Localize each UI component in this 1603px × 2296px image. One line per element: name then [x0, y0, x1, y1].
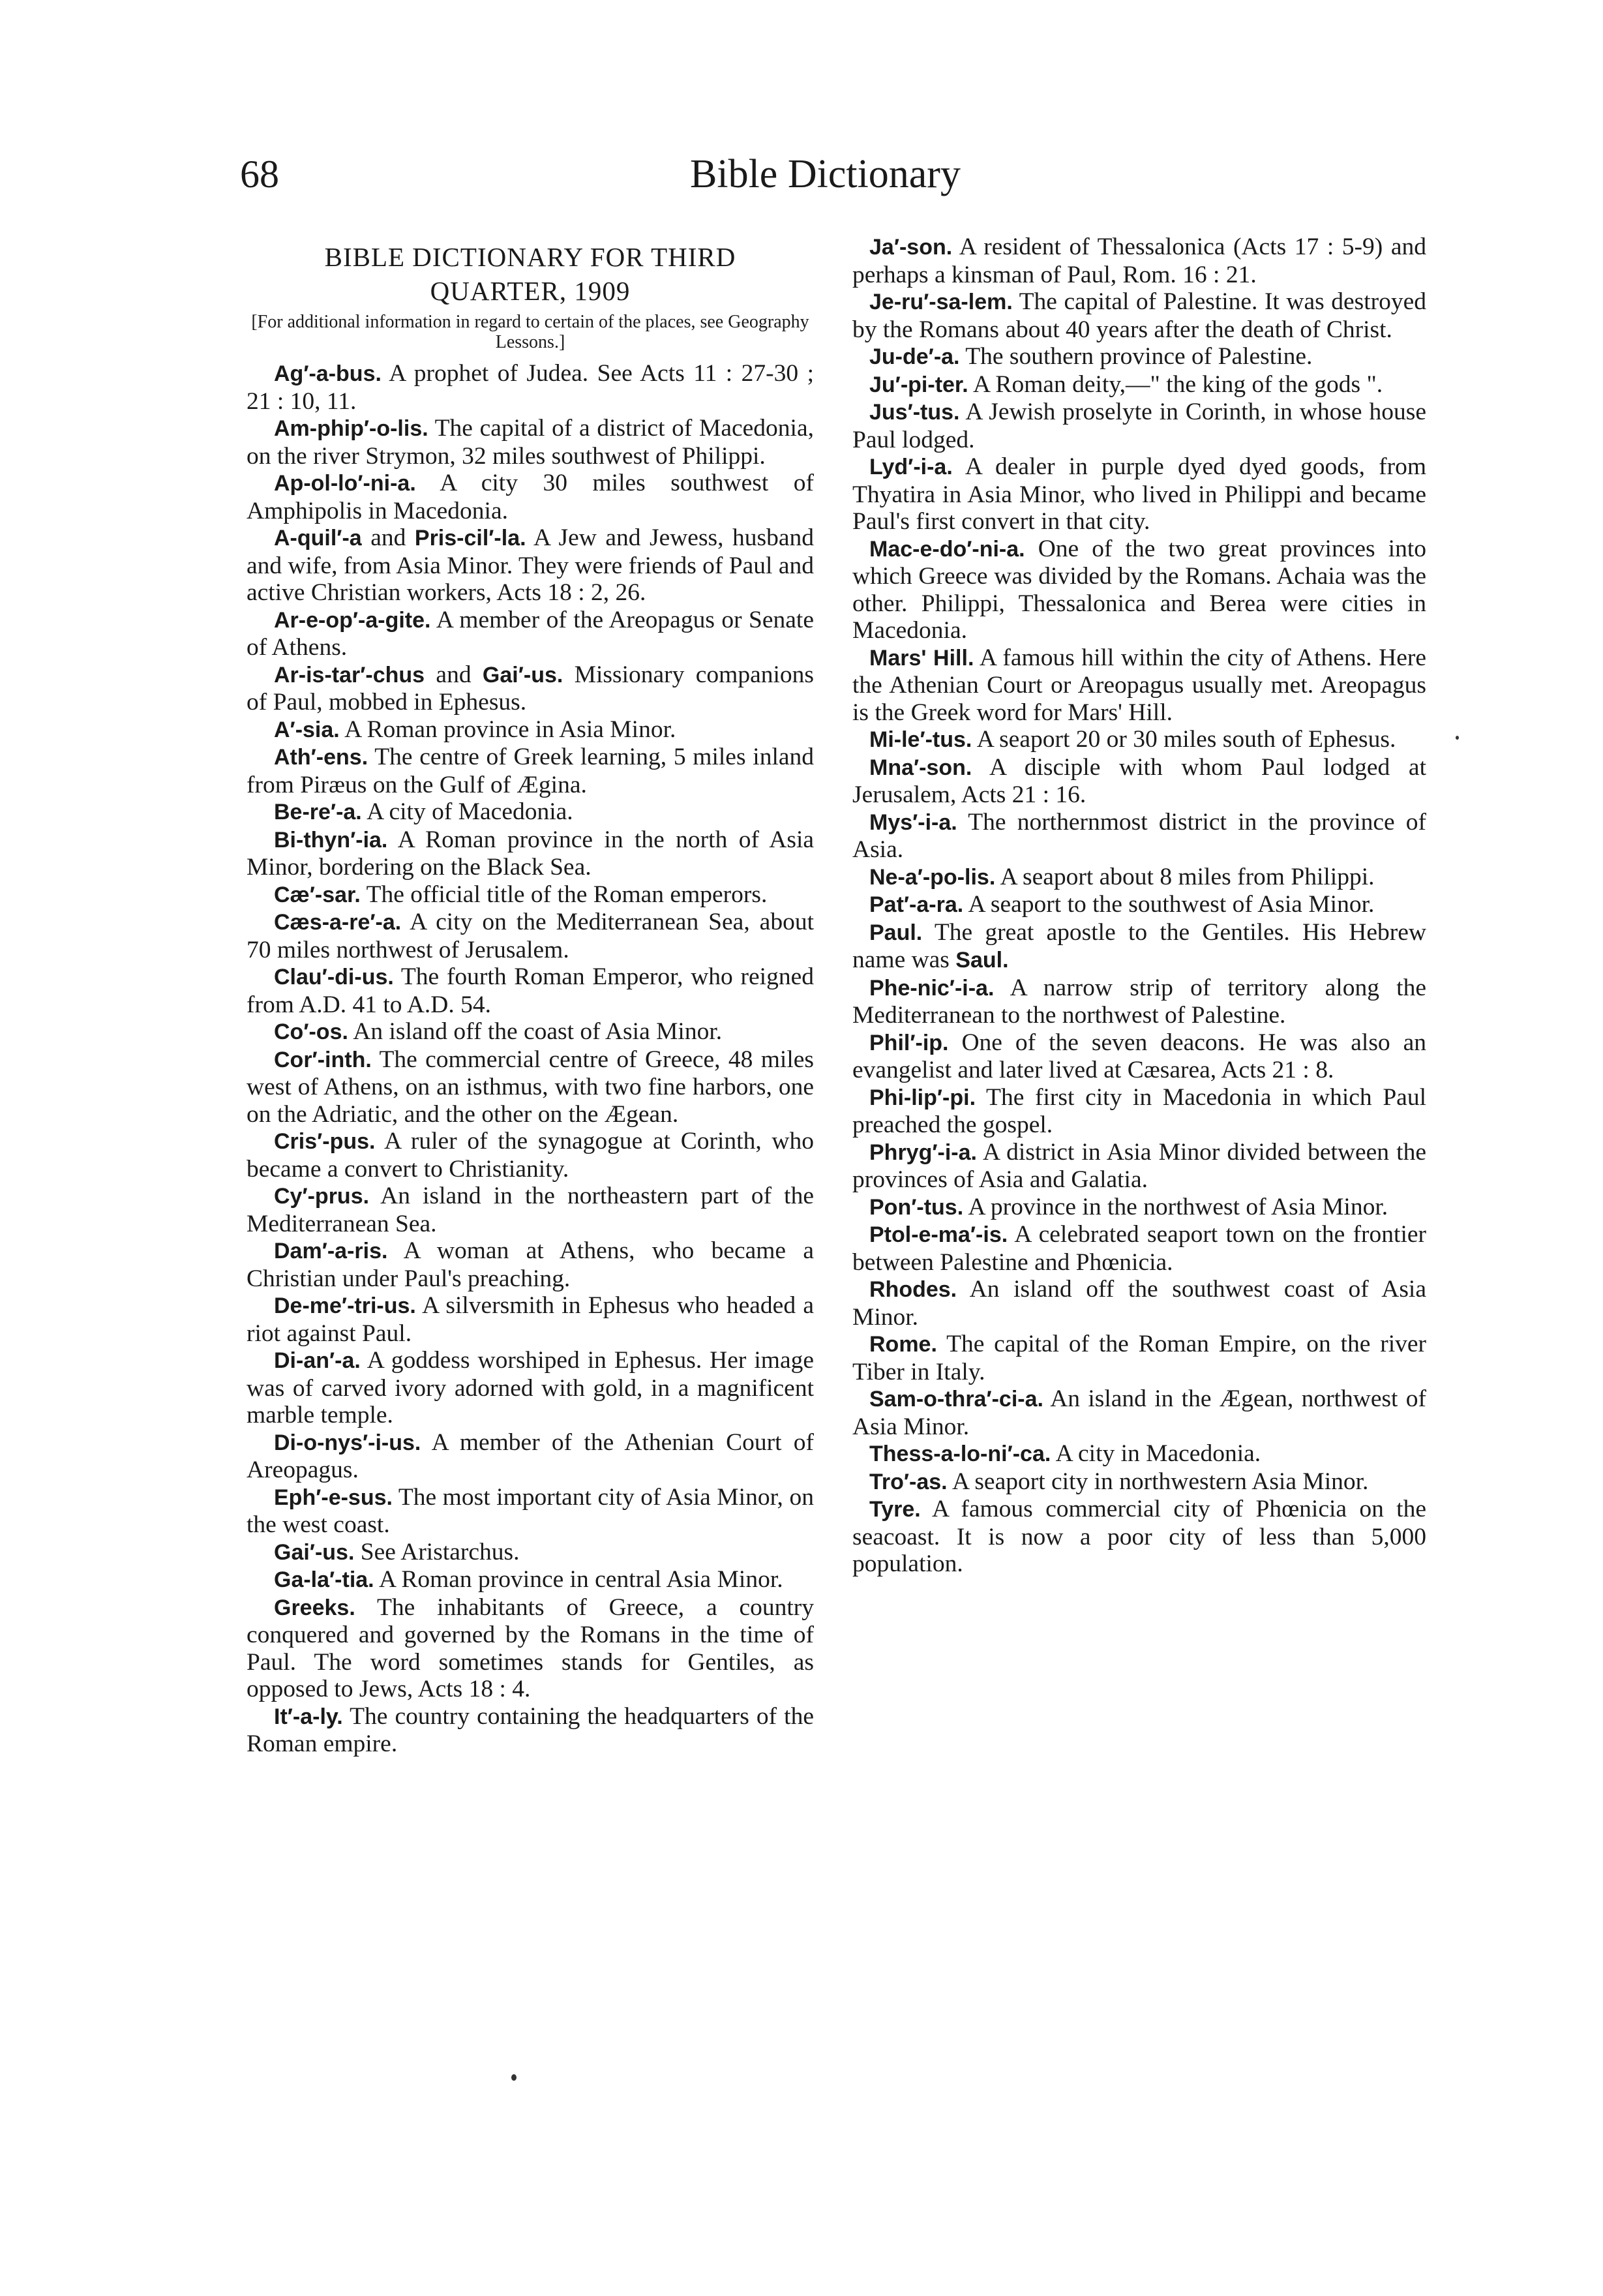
page-header [0, 151, 1603, 210]
entry-definition: An island in the Ægean, northwest of Asia Minor. [852, 1385, 1427, 1440]
entry-definition: A narrow strip of territory along the Mediterranean to the northwest of Palestine. [852, 974, 1426, 1029]
entry-term: Ag′-a-bus. [274, 361, 382, 386]
left-column [247, 234, 814, 1758]
entry-term: Pon′-tus. [869, 1194, 964, 1220]
dictionary-entry [852, 1029, 1426, 1084]
dictionary-entry [247, 1292, 814, 1347]
entry-definition: A Jewish proselyte in Corinth, in whose house Paul lodged. [852, 399, 1426, 453]
dictionary-entry [852, 644, 1426, 727]
dictionary-entry [247, 1347, 814, 1429]
entry-term: Lyd′-i-a. [869, 455, 953, 479]
entry-definition: and [436, 661, 472, 688]
entry-term: Be-re′-a. [274, 800, 362, 824]
entry-term: Clau′-di-us. [274, 965, 394, 989]
entry-term-secondary: Gai′-us. [482, 662, 563, 687]
dictionary-entry [852, 234, 1426, 288]
dictionary-entry [247, 1539, 814, 1567]
dictionary-entry [247, 798, 814, 826]
entry-definition: The centre of Greek learning, 5 miles inland from Piræus on the Gulf of Ægina. [247, 744, 815, 798]
print-speck [1456, 736, 1459, 740]
entry-definition: A celebrated seaport town on the frontier between Palestine and Phœnicia. [852, 1221, 1426, 1276]
dictionary-entry [852, 809, 1426, 864]
entry-term: Paul. [869, 920, 923, 945]
entry-definition: The capital of Palestine. It was destroyed by the Romans about 40 years after the death of Christ. [852, 288, 1426, 343]
entry-definition: The commercial centre of Greece, 48 miles west of Athens, on an isthmus, with two fine harbors, one on the Adriatic, and the other on the Ægean. [247, 1046, 814, 1128]
entry-definition: An island off the coast of Asia Minor. [353, 1018, 723, 1045]
entry-definition: A seaport about 8 miles from Philippi. [1000, 863, 1375, 890]
dictionary-entry [852, 754, 1426, 809]
entry-term: Mna′-son. [869, 755, 972, 780]
entry-definition: A ruler of the synagogue at Corinth, who became a convert to Christianity. [247, 1128, 815, 1183]
entry-term: Bi-thyn′-ia. [274, 827, 388, 853]
entry-definition: The great apostle to the Gentiles. His Hebrew name was [852, 918, 1426, 973]
dictionary-entry [247, 1594, 814, 1703]
entry-definition: An island in the northeastern part of the Mediterranean Sea. [247, 1183, 814, 1237]
dictionary-entry [852, 1331, 1426, 1385]
entry-term: Rome. [869, 1332, 937, 1357]
dictionary-entry [247, 1046, 814, 1128]
entry-term: Phil′-ip. [869, 1030, 949, 1055]
dictionary-entry [852, 1440, 1426, 1468]
entry-definition: A goddess worshiped in Ephesus. Her image was of carved ivory adorned with gold, in a magnificent marble temple. [247, 1347, 814, 1428]
entry-definition: A resident of Thessalonica (Acts 17 : 5-9) and perhaps a kinsman of Paul, Rom. 16 : 21. [852, 234, 1426, 288]
entry-definition: A seaport 20 or 30 miles south of Ephesus. [976, 726, 1396, 753]
dictionary-entry [247, 1237, 814, 1292]
entry-definition: The most important city of Asia Minor, on the west coast. [247, 1483, 814, 1538]
entry-definition: A famous commercial city of Phœnicia on the seacoast. It is now a poor city of less than 5,000 population. [852, 1496, 1426, 1577]
entry-definition: A disciple with whom Paul lodged at Jerusalem, Acts 21 : 16. [852, 753, 1426, 808]
running-title: Bible Dictionary [690, 152, 961, 196]
dictionary-entry [852, 1385, 1426, 1440]
entry-term: Ath′-ens. [274, 745, 368, 770]
entry-term: Phi-lip′-pi. [869, 1085, 976, 1110]
entry-definition: A city of Macedonia. [367, 798, 573, 825]
entry-definition: The southern province of Palestine. [965, 343, 1313, 370]
entry-definition: A famous hill within the city of Athens. Here the Athenian Court or Areopagus usually met. Areopagus is the Greek word for Mars' Hill. [852, 644, 1427, 726]
right-column [852, 234, 1426, 1578]
entry-term: Mi-le′-tus. [869, 727, 972, 752]
entry-term: Cy′-prus. [274, 1184, 370, 1209]
entry-term: Ptol-e-ma′-is. [869, 1222, 1008, 1247]
entry-term: Ju-de′-a. [869, 344, 960, 369]
entry-definition: The country containing the headquarters of the Roman empire. [247, 1702, 814, 1757]
entry-term: Pat′-a-ra. [869, 892, 964, 917]
entry-definition: A Roman province in the north of Asia Minor, bordering on the Black Sea. [247, 826, 815, 881]
dictionary-entry [247, 1018, 814, 1046]
dictionary-entry [247, 826, 814, 881]
entry-term: Sam-o-thra′-ci-a. [869, 1387, 1043, 1412]
entry-term: A′-sia. [274, 717, 340, 742]
right-entry-list [852, 234, 1426, 1578]
entry-definition: See Aristarchus. [360, 1538, 520, 1565]
dictionary-entry [852, 1139, 1426, 1194]
dictionary-entry [852, 288, 1426, 343]
dictionary-entry [247, 415, 814, 470]
section-title: BIBLE DICTIONARY FOR THIRD QUARTER, 1909 [324, 242, 736, 306]
entry-term-secondary: Pris-cil′-la. [414, 526, 526, 551]
entry-term: Phryg′-i-a. [869, 1140, 977, 1165]
entry-term: Am-phip′-o-lis. [274, 416, 428, 441]
dictionary-entry [852, 1221, 1426, 1276]
entry-definition: A prophet of Judea. See Acts 11 : 27-30 ; 21 : 10, 11. [247, 360, 814, 415]
dictionary-entry [852, 919, 1426, 974]
entry-term: Tro′-as. [869, 1469, 948, 1494]
entry-definition: One of the two great provinces into which Greece was divided by the Romans. Achaia was the other. Philippi, Thessalonica and Berea were cities in Macedonia. [852, 535, 1426, 644]
entry-term: Ar-e-op′-a-gite. [274, 607, 431, 633]
entry-definition: One of the seven deacons. He was also an evangelist and later lived at Cæsarea, Acts 21 : 8. [852, 1029, 1427, 1083]
entry-definition: The inhabitants of Greece, a country conquered and governed by the Romans in the time of Paul. The word sometimes stands for Gentiles, as opposed to Jews, Acts 18 : 4. [247, 1594, 814, 1702]
entry-definition: A district in Asia Minor divided between the provinces of Asia and Galatia. [852, 1138, 1426, 1193]
entry-definition: The official title of the Roman emperors. [366, 881, 768, 908]
dictionary-entry [852, 399, 1426, 453]
entry-definition: The fourth Roman Emperor, who reigned from A.D. 41 to A.D. 54. [247, 963, 814, 1018]
entry-term: Di-an′-a. [274, 1348, 361, 1373]
entry-definition: A province in the northwest of Asia Minor. [968, 1193, 1388, 1220]
print-speck [511, 2074, 517, 2081]
entry-term: Jus′-tus. [869, 400, 960, 425]
entry-definition: A city on the Mediterranean Sea, about 70 miles northwest of Jerusalem. [247, 909, 814, 963]
dictionary-entry [852, 1468, 1426, 1496]
entry-term: Ap-ol-lo′-ni-a. [274, 471, 416, 496]
entry-definition: A Roman province in central Asia Minor. [378, 1566, 783, 1593]
entry-term: Mys′-i-a. [869, 809, 957, 835]
dictionary-entry [852, 891, 1426, 919]
dictionary-entry [247, 607, 814, 661]
entry-term: Ne-a′-po-lis. [869, 864, 996, 890]
dictionary-entry [852, 343, 1426, 371]
entry-term: Gai′-us. [274, 1539, 355, 1565]
entry-definition-secondary: A Jew and Jewess, husband and wife, from Asia Minor. They were friends of Paul and active Christian workers, Acts 18 : 2, 26. [247, 524, 815, 606]
entry-definition: The capital of the Roman Empire, on the river Tiber in Italy. [852, 1331, 1427, 1385]
left-entry-list [247, 360, 814, 1758]
dictionary-entry [247, 1429, 814, 1484]
entry-definition: An island off the southwest coast of Asia Minor. [852, 1276, 1426, 1331]
entry-term: Je-ru′-sa-lem. [869, 290, 1013, 314]
entry-term: Tyre. [869, 1497, 921, 1522]
dictionary-entry [247, 470, 814, 524]
section-note: [For additional information in regard to certain of the places, see Geography Lessons.] [251, 312, 809, 352]
entry-definition: A member of the Areopagus or Senate of Athens. [247, 606, 814, 661]
entry-definition: A silversmith in Ephesus who headed a riot against Paul. [247, 1292, 814, 1347]
dictionary-entry [852, 1276, 1426, 1331]
entry-definition: The capital of a district of Macedonia, on the river Strymon, 32 miles southwest of Philippi. [247, 415, 814, 470]
entry-term: A-quil′-a [274, 526, 362, 551]
dictionary-entry [247, 963, 814, 1018]
dictionary-entry [852, 536, 1426, 644]
entry-definition: and [370, 524, 406, 551]
entry-term: Thess-a-lo-ni′-ca. [869, 1442, 1051, 1466]
entry-term: Eph′-e-sus. [274, 1485, 393, 1510]
entry-term-secondary: Saul. [955, 948, 1009, 973]
entry-term: Mars' Hill. [869, 645, 974, 671]
entry-term: It′-a-ly. [274, 1704, 343, 1729]
entry-term: Mac-e-do′-ni-a. [869, 536, 1025, 562]
entry-definition: A dealer in purple dyed dyed goods, from Thyatira in Asia Minor, who lived in Philippi and became Paul's first convert in that city. [852, 453, 1426, 535]
entry-term: Cor′-inth. [274, 1047, 372, 1072]
dictionary-entry [247, 661, 814, 716]
entry-definition: A woman at Athens, who became a Christian under Paul's preaching. [247, 1237, 814, 1292]
dictionary-entry [247, 1183, 814, 1237]
dictionary-entry [852, 864, 1426, 892]
entry-term: Cæs-a-re′-a. [274, 910, 402, 935]
dictionary-entry [247, 524, 814, 607]
entry-term: Cæ′-sar. [274, 882, 361, 907]
entry-term: Ja′-son. [869, 235, 953, 260]
entry-definition: The northernmost district in the province of Asia. [852, 808, 1426, 863]
dictionary-entry [852, 371, 1426, 399]
dictionary-entry [247, 360, 814, 415]
entry-term: De-me′-tri-us. [274, 1293, 416, 1318]
entry-definition: The first city in Macedonia in which Paul preached the gospel. [852, 1083, 1426, 1138]
dictionary-entry [852, 1496, 1426, 1578]
dictionary-entry [247, 909, 814, 963]
entry-definition-secondary: Missionary companions of Paul, mobbed in Ephesus. [247, 661, 814, 716]
dictionary-entry [247, 1484, 814, 1539]
entry-term: Ju′-pi-ter. [869, 372, 968, 397]
entry-term: Rhodes. [869, 1277, 957, 1302]
entry-term: Ga-la′-tia. [274, 1567, 374, 1592]
dictionary-entry [247, 1566, 814, 1594]
entry-term: Dam′-a-ris. [274, 1239, 388, 1263]
entry-term: Cris′-pus. [274, 1129, 376, 1154]
entry-term: Phe-nic′-i-a. [869, 975, 995, 1001]
dictionary-entry [852, 726, 1426, 754]
dictionary-entry [852, 1084, 1426, 1139]
dictionary-entry [852, 453, 1426, 536]
entry-term: Ar-is-tar′-chus [274, 662, 425, 687]
dictionary-entry [247, 1128, 814, 1183]
dictionary-entry [852, 1194, 1426, 1222]
entry-definition: A city 30 miles southwest of Amphipolis in Macedonia. [247, 470, 814, 524]
page-number: 68 [240, 153, 279, 196]
dictionary-entry [247, 1703, 814, 1758]
entry-term: Co′-os. [274, 1020, 348, 1044]
entry-definition: A city in Macedonia. [1055, 1440, 1261, 1467]
dictionary-entry [852, 974, 1426, 1029]
entry-definition: A member of the Athenian Court of Areopagus. [247, 1428, 814, 1483]
entry-term: Greeks. [274, 1595, 355, 1620]
dictionary-entry [247, 716, 814, 744]
dictionary-entry [247, 881, 814, 909]
dictionary-entry [247, 744, 814, 798]
entry-definition: A Roman province in Asia Minor. [344, 716, 676, 743]
entry-definition: A seaport to the southwest of Asia Minor. [968, 891, 1375, 918]
entry-definition: A seaport city in northwestern Asia Minor. [951, 1468, 1369, 1495]
entry-definition: A Roman deity,—" the king of the gods ". [973, 370, 1383, 398]
entry-term: Di-o-nys′-i-us. [274, 1430, 421, 1455]
